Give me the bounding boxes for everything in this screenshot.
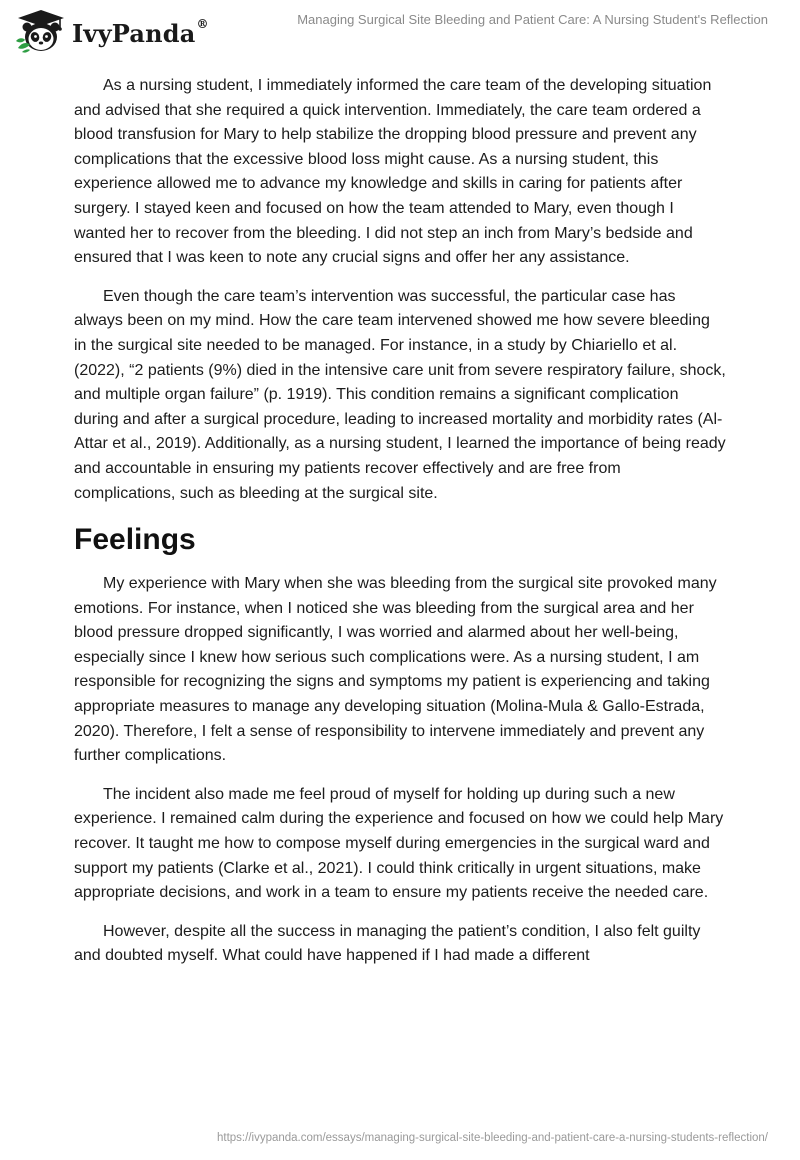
paragraph: The incident also made me feel proud of myself for holding up during such a new experience. I remained calm during the experience and focused on how we could help Mary recover. It taught me how to compose myself during emergencies in the surgical ward and support my patients (Clarke et al., 2021). I could think critically in urgent situations, make appropriate decisions, and work in a team to ensure my patients receive the needed care.	[74, 785, 724, 902]
panda-graduate-logo-icon	[14, 8, 68, 54]
footer-url[interactable]: https://ivypanda.com/essays/managing-surgical-site-bleeding-and-patient-care-a-nursing-students-reflection/	[217, 1132, 768, 1144]
paragraph: As a nursing student, I immediately informed the care team of the developing situation and advised that she required a quick intervention. Immediately, the care team ordered a blood transfusion for Mary to help stabilize the dropping blood pressure and prevent any complications that the excessive blood loss might cause. As a nursing student, this experience allowed me to advance my knowledge and skills in caring for patients after surgery. I stayed keen and focused on how the team attended to Mary, even though I wanted her to recover from the bleeding. I did not step an inch from Mary’s bedside and ensured that I was keen to note any crucial signs and offer her any assistance.	[74, 77, 712, 267]
section-heading-feelings: Feelings	[74, 523, 196, 557]
page-header	[0, 0, 800, 64]
paragraph: My experience with Mary when she was bleeding from the surgical site provoked many emotions. For instance, when I noticed she was bleeding from the surgical area and her blood pressure dropped significantly, I was worried and alarmed about her well-being, especially since I knew how serious such complications were. As a nursing student, I am responsible for recognizing the signs and symptoms my patient is experiencing and taking appropriate measures to manage any developing situation (Molina-Mula & Gallo-Estrada, 2020). Therefore, I felt a sense of responsibility to intervene immediately and prevent any further complications.	[74, 575, 717, 765]
essay-content	[74, 74, 726, 983]
ivypanda-logo[interactable]	[14, 8, 209, 54]
document-title: Managing Surgical Site Bleeding and Patient Care: A Nursing Student's Reflection	[297, 12, 768, 27]
brand-name: IvyPanda®	[72, 16, 209, 48]
paragraph: However, despite all the success in managing the patient’s condition, I also felt guilty and doubted myself. What could have happened if I had made a different	[74, 922, 701, 965]
paragraph: Even though the care team’s intervention was successful, the particular case has always been on my mind. How the care team intervened showed me how severe bleeding in the surgical site needed to be managed. For instance, in a study by Chiariello et al. (2022), “2 patients (9%) died in the intensive care unit from severe respiratory failure, shock, and multiple organ failure” (p. 1919). This condition remains a significant complication during and after a surgical procedure, leading to increased mortality and morbidity rates (Al-Attar et al., 2019). Additionally, as a nursing student, I learned the importance of being ready and accountable in ensuring my patients recover effectively and are free from complications, such as bleeding at the surgical site.	[74, 287, 726, 502]
